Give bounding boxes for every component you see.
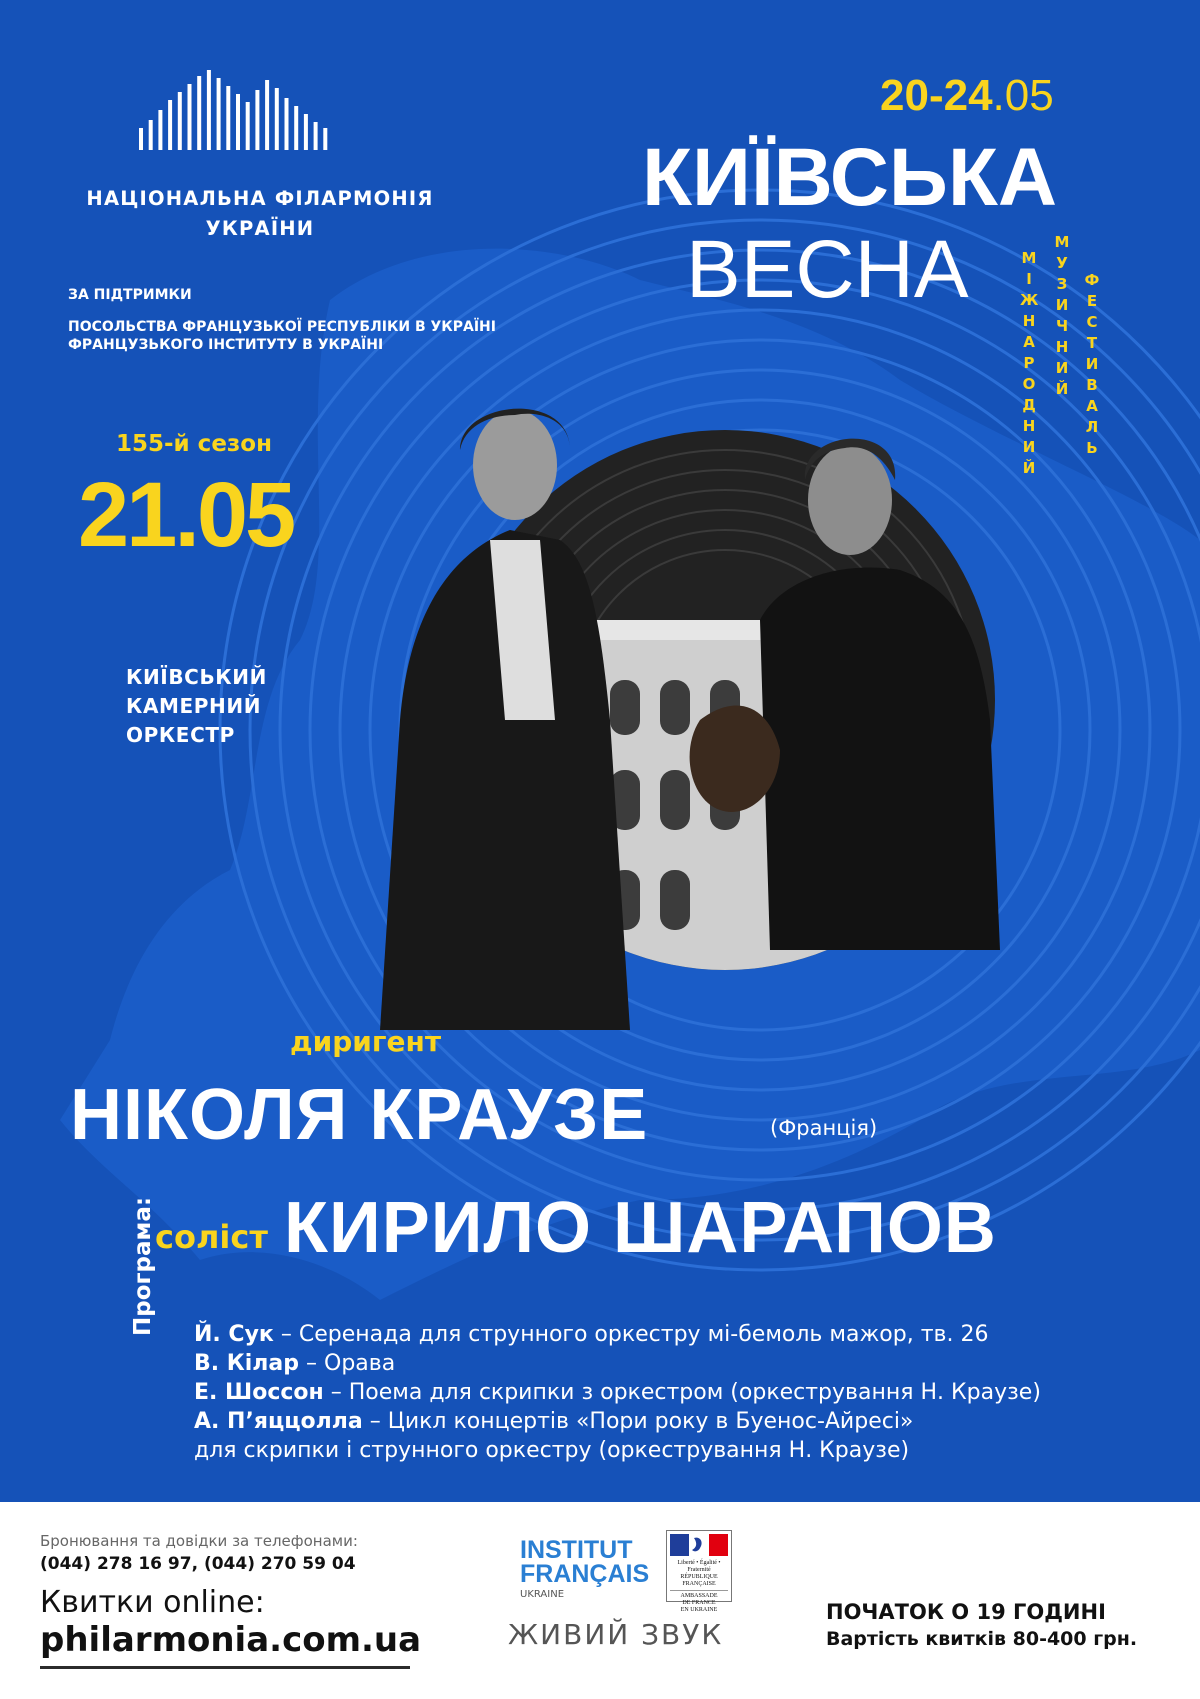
concert-date: 21.05 <box>78 464 294 566</box>
logo-bar <box>255 90 259 150</box>
live-sound-label: ЖИВИЙ ЗВУК <box>508 1618 724 1651</box>
program-composer: А. П’яццолла <box>194 1409 363 1434</box>
support-line1: ПОСОЛЬСТВА ФРАНЦУЗЬКОЇ РЕСПУБЛІКИ В УКРАЇНІ <box>68 319 496 335</box>
logo-bar <box>236 94 240 150</box>
performers-photo <box>340 390 1080 1030</box>
program-item-continuation: для скрипки і струнного оркестру (оркестрування Н. Краузе) <box>194 1438 910 1463</box>
program-work: – Поема для скрипки з оркестром (оркестрування Н. Краузе) <box>323 1380 1041 1405</box>
program-item <box>194 1407 1114 1436</box>
footer <box>0 1502 1200 1699</box>
soloist-name: КИРИЛО ШАРАПОВ <box>284 1188 997 1268</box>
orchestra-line3: ОРКЕСТР <box>126 723 235 747</box>
season-label: 155-й сезон <box>116 431 272 457</box>
program-composer: Е. Шоссон <box>194 1380 324 1405</box>
logo-bar <box>304 114 308 150</box>
logo-bar <box>294 106 298 150</box>
program-item <box>194 1320 1114 1349</box>
organization-name <box>40 184 480 244</box>
logo-bar <box>314 122 318 150</box>
organization-name-line2: УКРАЇНИ <box>205 217 315 240</box>
support-line2: ФРАНЦУЗЬКОГО ІНСТИТУТУ В УКРАЇНІ <box>68 337 384 353</box>
ambassade-line1: Liberté • Égalité • Fraternité <box>677 1560 721 1573</box>
logo-bar <box>323 128 327 150</box>
orchestra-line2: КАМЕРНИЙ <box>126 694 262 718</box>
divider <box>40 1666 410 1669</box>
support-title: ЗА ПІДТРИМКИ <box>68 287 192 303</box>
ambassade-line3: AMBASSADE <box>670 1590 728 1600</box>
logo-bar <box>275 88 279 150</box>
logo-bar <box>246 102 250 150</box>
program-label: Програма: <box>130 1196 156 1336</box>
program-item <box>194 1378 1114 1407</box>
booking-label: Бронювання та довідки за телефонами: <box>40 1532 358 1550</box>
logo-bar <box>168 100 172 150</box>
festival-word-international: МІЖНАРОДНИЙ <box>1020 249 1039 477</box>
logo-bar <box>207 70 211 150</box>
soloist-label: соліст <box>155 1218 268 1256</box>
conductor-label: диригент <box>290 1025 442 1058</box>
program-composer: Й. Сук <box>194 1322 274 1347</box>
institut-francais-logo <box>520 1536 650 1600</box>
logo-bar <box>265 80 269 150</box>
program-work: – Серенада для струнного оркестру мі-бемоль мажор, тв. 26 <box>273 1322 989 1347</box>
festival-dates <box>880 70 1054 122</box>
logo-bar <box>139 128 143 150</box>
festival-dates-bold: 20-24 <box>880 71 993 120</box>
logo-bar <box>188 84 192 150</box>
festival-dates-light: .05 <box>992 71 1054 120</box>
institut-line1: INSTITUT <box>520 1536 633 1564</box>
logo-bar <box>226 86 230 150</box>
marianne-flag-icon <box>670 1534 728 1556</box>
orchestra-line1: КИЇВСЬКИЙ <box>126 665 267 689</box>
booking-phones: (044) 278 16 97, (044) 270 59 04 <box>40 1554 356 1574</box>
program-work: – Цикл концертів «Пори року в Буенос-Айресі» <box>362 1409 914 1434</box>
festival-word-music: МУЗИЧНИЙ <box>1054 233 1070 398</box>
ticket-price: Вартість квитків 80-400 грн. <box>826 1628 1138 1650</box>
philharmonia-logo-icon <box>135 68 335 150</box>
festival-title-line1: КИЇВСЬКА <box>642 132 1058 223</box>
logo-bar <box>158 110 162 150</box>
logo-bar <box>217 78 221 150</box>
logo-bar <box>178 92 182 150</box>
start-time: ПОЧАТОК О 19 ГОДИНІ <box>826 1600 1106 1624</box>
ambassade-line4: DE FRANCE <box>682 1600 716 1606</box>
ambassade-line5: EN UKRAINE <box>680 1607 718 1613</box>
logo-bar <box>149 120 153 150</box>
ambassade-logo <box>666 1530 732 1613</box>
organization-name-line1: НАЦІОНАЛЬНА ФІЛАРМОНІЯ <box>86 187 434 210</box>
program-composer: В. Кілар <box>194 1351 300 1376</box>
ambassade-line2: RÉPUBLIQUE FRANÇAISE <box>680 1574 718 1587</box>
festival-word-festival: ФЕСТИВАЛЬ <box>1084 271 1100 457</box>
logo-bar <box>285 98 289 150</box>
program-item <box>194 1349 1114 1378</box>
tickets-online-label: Квитки online: <box>40 1585 265 1620</box>
institut-line3: UKRAINE <box>520 1589 565 1600</box>
conductor-country: (Франція) <box>770 1116 878 1140</box>
program-work: – Орава <box>299 1351 396 1376</box>
website-link[interactable]: philarmonia.com.ua <box>40 1620 422 1660</box>
festival-title-line2: ВЕСНА <box>686 224 969 315</box>
orchestra-name <box>126 663 267 750</box>
program-list <box>194 1320 1114 1465</box>
conductor-name: НІКОЛЯ КРАУЗЕ <box>70 1075 649 1155</box>
logo-bar <box>197 76 201 150</box>
support-block <box>68 286 496 354</box>
institut-line2: FRANÇAIS <box>520 1560 650 1588</box>
